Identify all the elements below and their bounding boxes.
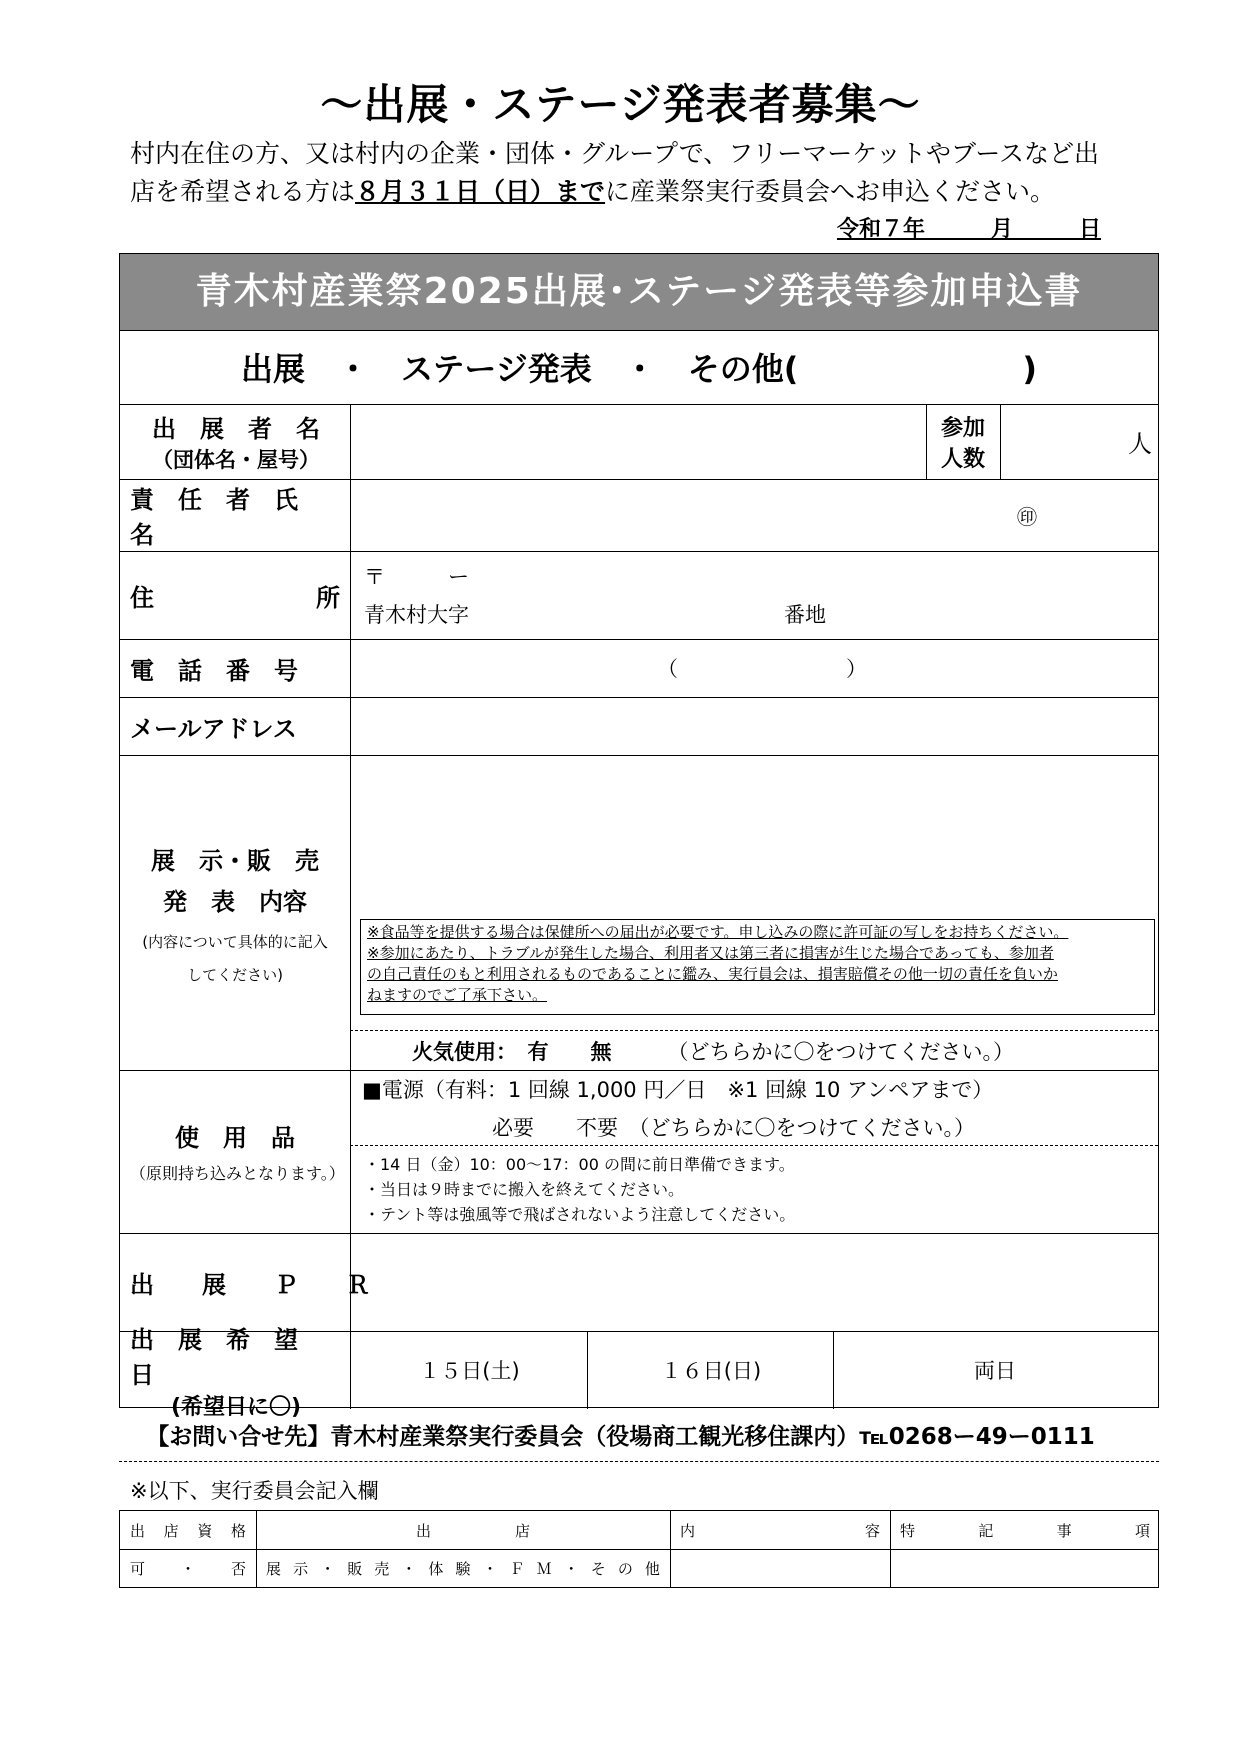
char: Ｆ [509,1559,525,1578]
admin-remarks-field[interactable] [890,1549,1160,1587]
char: 格 [230,1521,246,1540]
char: ・ [482,1559,498,1578]
char: ・ [401,1559,417,1578]
char: 内 [680,1521,696,1540]
exhibitor-label-text: 出 展 者 名 [152,415,320,443]
responsible-label: 責 任 者 氏 名 [130,486,322,549]
admin-header-store [256,1511,670,1549]
both-days-option[interactable]: 両日 [974,1359,1016,1383]
fire-use-row[interactable] [352,1031,1152,1070]
day-16-option[interactable]: １６日(日) [660,1359,762,1383]
admin-note: ※以下、実行委員会記入欄 [130,1479,379,1503]
char: ・ [320,1559,336,1578]
content-field[interactable] [352,757,1152,917]
char: 店 [163,1521,179,1540]
category-choice[interactable]: 出展 ・ ステージ発表 ・ その他( ) [241,350,1037,388]
fire-use-choice: 火気使用： 有 無 [412,1039,612,1064]
address-line [364,599,1152,629]
spread-text [266,1558,660,1579]
content-sub-1: (内容について具体的に記入 [142,932,328,951]
power-text: ■電源（有料：1 回線 1,000 円／日 ※1 回線 10 アンペアまで） [362,1077,994,1102]
char: 出 [130,1521,146,1540]
content-label-1: 展 示・販 売 [151,846,319,875]
char: そ [590,1559,606,1578]
address-label [130,551,340,639]
content-label [120,755,350,1070]
participants-field[interactable] [1002,404,1152,479]
char: 特 [900,1521,916,1540]
phone-label: 電 話 番 号 [130,656,298,685]
prep-note: ・テント等は強風等で飛ばされないよう注意してください。 [364,1205,796,1224]
spread-text [130,1558,246,1579]
char: 示 [293,1559,309,1578]
char: 店 [514,1521,530,1540]
prep-note: ・14 日（金）10：00～17：00 の間に前日準備できます。 [364,1155,795,1174]
prep-note: ・当日は９時までに搬入を終えてください。 [364,1180,685,1199]
char: Ｍ [536,1559,552,1578]
exhibitor-name-field[interactable] [352,406,924,477]
address-field[interactable] [352,551,1152,639]
char: 出 [416,1521,432,1540]
notice-line: ※食品等を提供する場合は保健所への届出が必要です。申し込みの際に許可証の写しをお持ちください。 [367,923,1069,941]
char: ・ [563,1559,579,1578]
form-banner: 青木村産業祭2025出展･ステージ発表等参加申込書 [120,254,1158,330]
admin-table [119,1510,1159,1588]
exhibitor-label [130,404,342,479]
notice-line: の自己責任のもと利用されるものであることに鑑み、実行員会は、損害賠償その他一切の責任を負いか [367,965,1058,983]
pr-field[interactable] [352,1233,1152,1331]
intro-text [130,135,1130,211]
char: の [617,1559,633,1578]
fire-use-note: （どちらかに〇をつけてください。） [667,1039,1014,1064]
application-date[interactable]: 令和７年 月 日 [836,217,1101,242]
responsible-name-field[interactable] [352,479,1152,551]
notice-line: ※参加にあたり、トラブルが発生した場合、利用者又は第三者に損害が生じた場合であっても、参加者 [367,944,1054,962]
spread-text [900,1520,1150,1541]
intro-line-2 [130,173,1130,211]
power-row[interactable] [352,1070,1152,1145]
char: 容 [864,1521,880,1540]
seal-icon: ㊞ [1017,504,1037,529]
days-sub-label: (希望日に〇) [170,1394,302,1420]
email-field[interactable] [352,697,1152,755]
email-label: メールアドレス [130,714,297,743]
intro-part-b: に産業祭実行委員会へお申込ください。 [605,177,1056,206]
exhibitor-sub-label: （団体名・屋号） [152,448,320,472]
day-15-option[interactable]: １５日(土) [419,1359,520,1383]
content-sub-2: してください) [187,965,283,984]
char: 資 [197,1521,213,1540]
admin-content-field[interactable] [670,1549,890,1587]
participants-label-2: 人数 [940,446,985,472]
participants-label-1: 参加 [940,415,985,441]
page-title: ～出展・ステージ発表者募集～ [320,80,921,129]
deadline: ８月３１日（日）まで [355,177,606,206]
power-choice: 必要 不要 （どちらかに〇をつけてください。） [492,1115,975,1140]
spread-text [416,1520,530,1541]
address-village: 青木村大字 [364,603,469,627]
char: 販 [347,1559,363,1578]
admin-eligibility-value[interactable] [120,1549,256,1587]
char: 記 [978,1521,994,1540]
intro-part-a: 店を希望される方は [130,177,356,206]
admin-header-eligibility [120,1511,256,1549]
pr-label: 出 展 Ｐ Ｒ [130,1270,370,1299]
postal-code: 〒 ー [364,565,469,589]
application-form [119,253,1159,1420]
char: 他 [644,1559,660,1578]
contact-info: 【お問い合せ先】青木村産業祭実行委員会（役場商工観光移住課内）℡0268ー49ー0111 [146,1424,1095,1450]
spread-text [130,1520,246,1541]
admin-header-content [670,1511,890,1549]
supplies-sub-label: （原則持ち込みとなります。） [130,1164,345,1183]
participants-unit: 人 [1128,430,1152,458]
address-banchi: 番地 [784,603,826,627]
address-label-b: 所 [316,583,340,612]
intro-line-1: 村内在住の方、又は村内の企業・団体・グループで、フリーマーケットやブースなど出 [130,139,1100,168]
address-label-a: 住 [130,583,154,612]
char: 事 [1056,1521,1072,1540]
char: 項 [1134,1521,1150,1540]
participants-label [926,404,1000,479]
char: 否 [230,1559,246,1578]
supplies-label [124,1070,346,1233]
admin-store-type[interactable] [256,1549,670,1587]
cut-line [119,1461,1159,1462]
days-label-text: 出 展 希 望 日 [130,1325,322,1389]
char: 体 [428,1559,444,1578]
spread-text [680,1520,880,1541]
prep-notes [352,1146,1152,1233]
supplies-label-text: 使 用 品 [175,1124,295,1152]
content-label-2: 発 表 内容 [163,887,307,916]
char: ・ [180,1559,196,1578]
notice-line: ねますのでご了承下さい。 [367,986,548,1004]
char: 験 [455,1559,471,1578]
days-label [130,1325,342,1420]
char: 可 [130,1559,146,1578]
char: 展 [266,1559,282,1578]
char: 売 [374,1559,390,1578]
admin-header-remarks [890,1511,1160,1549]
food-notice [360,919,1155,1015]
phone-field[interactable]: （ ） [657,657,867,681]
